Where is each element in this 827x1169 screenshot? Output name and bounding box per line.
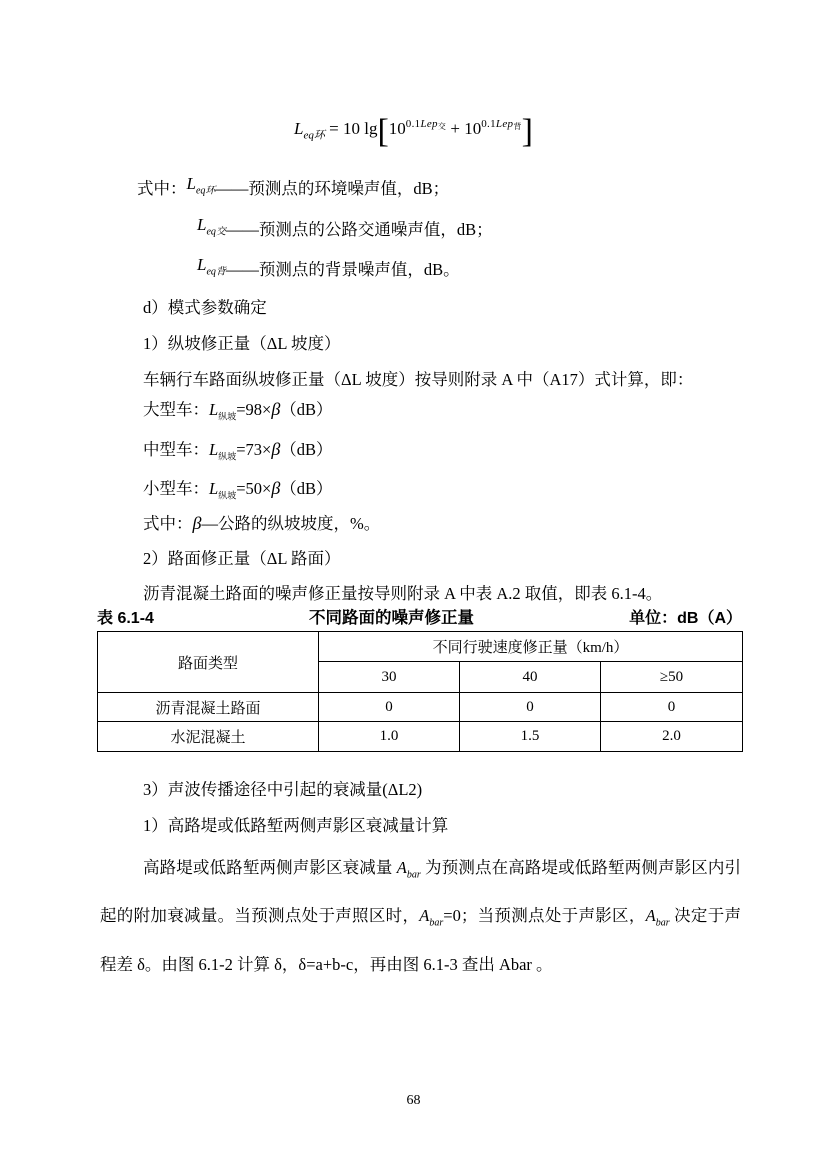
beta-symbol: β: [192, 513, 202, 533]
formula-medium-vehicle: [143, 438, 333, 467]
cell-value: 0: [601, 693, 743, 722]
plus-sign: +: [446, 119, 465, 138]
definition-text: 预测点的公路交通噪声值，dB；: [258, 220, 493, 239]
term-base: L: [186, 174, 196, 193]
equation-base-1: 10: [388, 119, 406, 138]
beta-definition: [143, 512, 380, 535]
beta-symbol: β: [271, 439, 281, 459]
vehicle-label: 大型车：: [143, 400, 209, 419]
table-title: 不同路面的噪声修正量: [309, 609, 475, 627]
equation-exponent-1: [406, 118, 446, 130]
definition-line-env: [137, 174, 450, 207]
heading-propagation-attenuation: 3）声波传播途径中引起的衰减量(ΔL2): [143, 780, 423, 799]
exponent-2-var: Lep: [495, 118, 514, 130]
equation-base-2: 10: [464, 119, 482, 138]
heading-slope-correction: 1）纵坡修正量（ΔL 坡度）: [143, 334, 341, 353]
var-abar-sub: bar: [429, 917, 444, 929]
table-number: 表 6.1-4: [97, 610, 154, 627]
exponent-1-var: Lep: [420, 118, 438, 130]
var-l-slope-sub: 纵坡: [218, 411, 237, 422]
cell-value: 0: [460, 693, 601, 722]
term-sub: eq交: [206, 226, 226, 238]
cell-value: 0: [319, 693, 460, 722]
var-l-slope: L: [209, 400, 219, 419]
exponent-1-coef: 0.1: [405, 118, 421, 130]
table-caption: [97, 607, 742, 630]
header-speed-30: 30: [319, 662, 460, 693]
definition-line-background: [197, 255, 460, 288]
term-base: L: [197, 255, 207, 274]
formula-heavy-vehicle: [143, 398, 333, 427]
page-number: 68: [406, 1093, 421, 1108]
var-leq-env: L: [294, 119, 304, 138]
table-unit: 单位：dB（A）: [629, 610, 742, 627]
unit-db: （dB）: [280, 440, 333, 459]
cell-value: 1.5: [460, 722, 601, 752]
heading-model-parameters: d）模式参数确定: [143, 298, 267, 317]
coefficient: =73×: [236, 440, 272, 459]
noise-correction-table: [97, 631, 743, 752]
var-l-slope-sub: 纵坡: [218, 490, 237, 501]
term-base: L: [197, 215, 207, 234]
coefficient: =50×: [236, 479, 272, 498]
var-abar-sub: bar: [406, 869, 421, 881]
cell-surface-type: 沥青混凝土路面: [98, 693, 319, 722]
var-abar-sub: bar: [655, 917, 670, 929]
cell-value: 1.0: [319, 722, 460, 752]
where-label: 式中：: [143, 514, 193, 533]
definition-text: 预测点的背景噪声值，dB。: [258, 260, 460, 279]
beta-symbol: β: [271, 399, 281, 419]
beta-definition-text: —公路的纵坡坡度，%。: [201, 514, 381, 533]
vehicle-label: 中型车：: [143, 440, 209, 459]
dash: ——: [225, 220, 259, 239]
var-l-slope: L: [209, 479, 219, 498]
left-bracket: [: [377, 113, 389, 150]
paragraph-text: 决定于声程差 δ。由图 6.1-2 计算 δ，δ=a+b-c，再由图 6.1-3 查出 Abar 。: [100, 906, 742, 974]
definition-line-traffic: [197, 215, 493, 248]
paragraph-text: =0；当预测点处于声影区，: [443, 906, 646, 926]
table-header-row-group: [98, 632, 743, 662]
right-bracket: ]: [521, 113, 533, 150]
vehicle-label: 小型车：: [143, 479, 209, 498]
term-leq-traffic: [197, 215, 226, 238]
exponent-2-sub: 背: [513, 122, 522, 131]
slope-intro-text: 车辆行车路面纵坡修正量（ΔL 坡度）按导则附录 A 中（A17）式计算，即：: [143, 370, 694, 389]
equation-relation: = 10 lg: [324, 119, 378, 138]
heading-shadow-zone-calc: 1）高路堤或低路堑两侧声影区衰减量计算: [143, 816, 449, 835]
var-leq-env-sub: eq环: [303, 129, 325, 142]
table-row-cement: [98, 722, 743, 752]
exponent-1-sub: 交: [437, 122, 447, 131]
var-l-slope: L: [209, 440, 219, 459]
paragraph-text: 高路堤或低路堑两侧声影区衰减量: [143, 858, 397, 877]
header-surface-type: 路面类型: [98, 632, 319, 693]
dash: ——: [225, 260, 259, 279]
var-abar: A: [396, 858, 407, 877]
cell-value: 2.0: [601, 722, 743, 752]
var-abar: A: [419, 906, 430, 926]
cell-surface-type: 水泥混凝土: [98, 722, 319, 752]
formula-small-vehicle: [143, 477, 333, 506]
term-leq-env: [186, 174, 216, 197]
unit-db: （dB）: [280, 479, 333, 498]
var-l-slope-sub: 纵坡: [218, 451, 237, 462]
term-sub: eq背: [206, 266, 226, 278]
definition-text: 预测点的环境噪声值，dB；: [248, 179, 450, 198]
header-speed-40: 40: [460, 662, 601, 693]
beta-symbol: β: [271, 478, 281, 498]
equation-exponent-2: [481, 118, 521, 130]
header-speed-50: ≥50: [601, 662, 743, 693]
header-speed-group: 不同行驶速度修正量（km/h）: [319, 632, 743, 662]
exponent-2-coef: 0.1: [481, 118, 496, 130]
coefficient: =98×: [236, 400, 272, 419]
table-row-asphalt: [98, 693, 743, 722]
var-abar: A: [645, 906, 656, 926]
term-sub: eq环: [195, 185, 216, 197]
heading-surface-correction: 2）路面修正量（ΔL 路面）: [143, 549, 341, 568]
paragraph-text: 为预测点在高路堤或低路堑两侧声影区内引起的附加衰减量。当预测点处于声照区时，: [100, 858, 742, 926]
equation-leq-env: [0, 113, 827, 150]
dash: ——: [215, 179, 249, 198]
unit-db: （dB）: [280, 400, 333, 419]
term-leq-background: [197, 255, 226, 278]
surface-intro-text: 沥青混凝土路面的噪声修正量按导则附录 A 中表 A.2 取值，即表 6.1-4。: [143, 584, 663, 603]
where-label: 式中：: [137, 179, 187, 198]
attenuation-paragraph: [100, 847, 741, 985]
